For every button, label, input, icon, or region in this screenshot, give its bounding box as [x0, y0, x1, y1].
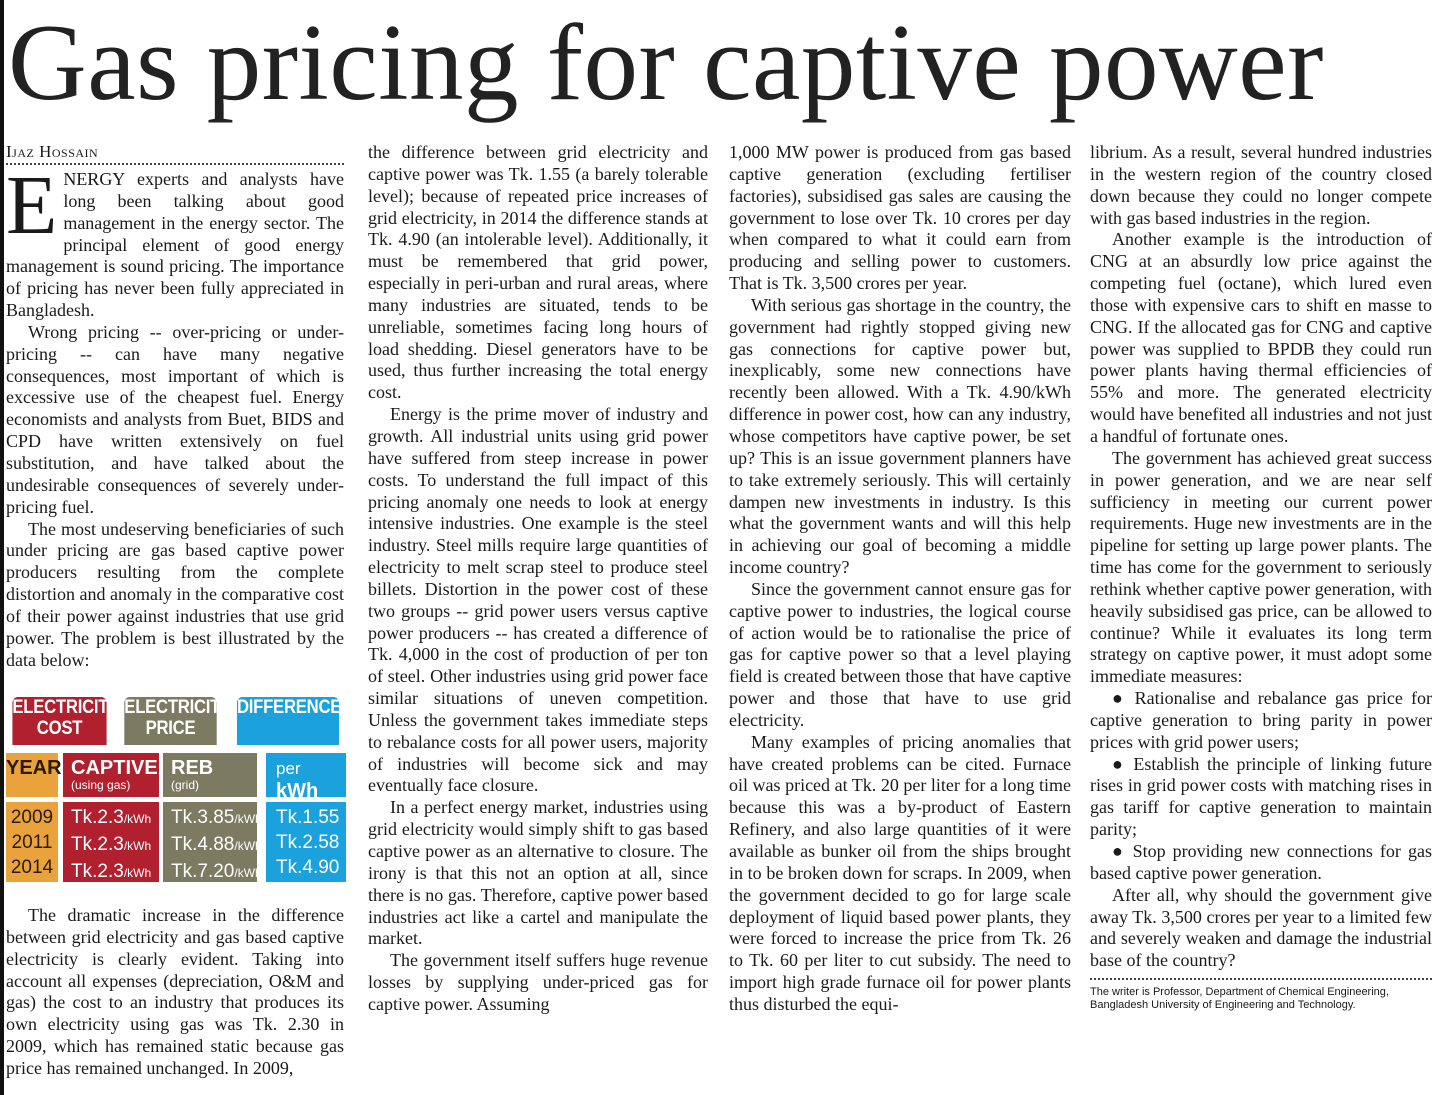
paragraph: After all, why should the government give away Tk. 3,500 crores per year to a limited few and severely weaken and damage the industrial base of the country?: [1090, 884, 1432, 971]
reb-title: REB: [171, 757, 214, 779]
per-kwh-label: [266, 753, 346, 802]
year-cell: 2014: [10, 857, 54, 878]
captive-cell: [71, 832, 159, 859]
difference-cell: Tk.1.55: [276, 807, 340, 828]
paragraph: The government has achieved great success in power generation, and we are near self sufficiency in meeting our current power requirements. Huge new investments are in the pipeline for setting up large power plants. The time has come for the government to seriously rethink whether captive power generation, with heavily subsidised gas price, can be allowed to continue? While it evaluates its long term strategy on captive power, it must adopt some immediate measures:: [1090, 447, 1432, 687]
paragraph: With serious gas shortage in the country, the government had rightly stopped giving new gas connections for captive power but, inexplicably, some new connections have recently been allowed. With a Tk. 4.90/kWh difference in power cost, how can any industry, whose competitors have captive power, be set up? This is an issue government planners have to take extremely seriously. This will certainly dampen new investments in industry. Is this what the government wants and will this help in achieving our goal of becoming a middle income country?: [729, 294, 1071, 578]
captive-value: Tk.2.3: [71, 807, 124, 828]
captive-cell: [71, 859, 159, 886]
reb-cell: [171, 805, 262, 832]
header-electricity-price: ELECTRICITY PRICE: [124, 697, 216, 745]
reb-value: Tk.4.88: [171, 834, 235, 855]
captive-title: CAPTIVE: [71, 757, 158, 779]
column-1: [6, 142, 344, 671]
kwh-text: kWh: [276, 780, 319, 802]
per-text: per: [276, 759, 301, 778]
unit: /kWh: [234, 866, 262, 880]
column-2: [368, 142, 708, 1016]
captive-cell: [71, 805, 159, 832]
reb-value: Tk.7.20: [171, 861, 235, 882]
difference-column: [266, 802, 346, 882]
paragraph: Another example is the introduction of CNG at an absurdly low price against the competing fuel (octane), which lured even those with expensive cars to shift en masse to CNG. If the allocated gas for CNG and captive power was supplied to BPDB they could run power plants having thermal efficiencies of 55% and more. The generated electricity would have benefited all industries and not just a handful of fortunate ones.: [1090, 229, 1432, 446]
captive-column: [63, 802, 159, 882]
paragraph-intro: [6, 159, 344, 322]
bullet-item: ● Stop providing new connections for gas based captive power generation.: [1090, 841, 1432, 883]
reb-column: [163, 802, 262, 882]
header-electricity-cost: ELECTRICITY COST: [12, 697, 106, 745]
year-cell: 2011: [11, 832, 53, 853]
reb-cell: [171, 859, 262, 886]
bullet-item: ● Rationalise and rebalance gas price for captive generation to bring parity in power prices with grid power users;: [1090, 688, 1432, 752]
price-comparison-table: [6, 697, 346, 881]
paragraph: librium. As a result, several hundred industries in the western region of the country closed down because they could no longer compete with gas based industries in the region.: [1090, 142, 1432, 228]
author-footnote: The writer is Professor, Department of Chemical Engineering, Bangladesh University of Engineering and Technology.: [1090, 978, 1432, 1012]
column-3: [729, 142, 1071, 1016]
reb-subtitle: (grid): [171, 778, 200, 792]
column-1-continued: [6, 905, 344, 1080]
paragraph: Wrong pricing -- over-pricing or under-pricing -- can have many negative consequences, most important of which is excessive use of the cheapest fuel. Energy economists and analysts from Buet, BIDS and CPD have written extensively on fuel substitution, and have talked about the undesirable consequences of severely under-pricing fuel.: [6, 321, 344, 517]
paragraph: The dramatic increase in the difference between grid electricity and gas based captive electricity is clearly evident. Taking into account all expenses (depreciation, O&M and gas) the cost to an industry that produces its own electricity using gas was Tk. 2.30 in 2009, which has remained static because gas price has remained unchanged. In 2009,: [6, 905, 344, 1078]
header-difference: DIFFERENCE: [237, 697, 339, 745]
bullet-item: ● Establish the principle of linking future rises in grid power costs with matching rises in gas tariff for captive generation to maintain parity;: [1090, 753, 1432, 840]
intro-text: NERGY experts and analysts have long been talking about good management in the energy sector. The principal element of good energy management is sound pricing. The importance of pricing has never been fully appreciated in Bangladesh.: [6, 169, 344, 321]
drop-cap: E: [6, 159, 58, 252]
captive-value: Tk.2.3: [71, 861, 124, 882]
paragraph: The most undeserving beneficiaries of such under pricing are gas based captive power producers resulting from the complete distortion and anomaly in the comparative cost of their power against industries that use grid power. The problem is best illustrated by the data below:: [6, 518, 344, 670]
paragraph: The government itself suffers huge revenue losses by supplying under-priced gas for captive power. Assuming: [368, 950, 708, 1014]
reb-label: [163, 753, 257, 797]
paragraph: Since the government cannot ensure gas for captive power to industries, the logical course of action would be to rationalise the price of gas for captive power so that a level playing field is created between those that have captive power and those that have to use grid electricity.: [729, 578, 1071, 730]
paragraph: 1,000 MW power is produced from gas based captive generation (excluding fertiliser factories), subsidised gas sales are causing the government to lose over Tk. 10 crores per day when compared to what it could earn from producing and selling power to customers. That is Tk. 3,500 crores per year.: [729, 142, 1071, 294]
year-label: YEAR: [6, 753, 58, 797]
captive-subtitle: (using gas): [71, 778, 131, 792]
reb-cell: [171, 832, 262, 859]
reb-value: Tk.3.85: [171, 807, 235, 828]
paragraph: In a perfect energy market, industries using grid electricity would simply shift to gas based captive power as an alternative to closure. The irony is that this not an option at all, since there is no gas. Therefore, captive power based industries act like a cartel and manipulate the market.: [368, 797, 708, 949]
headline: Gas pricing for captive power: [8, 2, 1324, 123]
unit: /kWh: [123, 812, 152, 826]
unit: /kWh: [234, 812, 262, 826]
left-edge-bar: [0, 0, 4, 1095]
paragraph: Many examples of pricing anomalies that have created problems can be cited. Furnace oil was priced at Tk. 20 per liter for a long time because this was a by-product of Eastern Refinery, and also large quantities of it were available as bunker oil from the ships brought in to be broken down for scraps. In 2009, when the government decided to go for large scale deployment of liquid based power plants, they were forced to increase the price from Tk. 26 to Tk. 60 per liter to cut subsidy. The need to import high grade furnace oil for power plants thus disturbed the equi-: [729, 731, 1071, 1014]
difference-cell: Tk.2.58: [276, 832, 340, 853]
paragraph: the difference between grid electricity and captive power was Tk. 1.55 (a barely tolerable level); because of repeated price increases of grid electricity, in 2014 the difference stands at Tk. 4.90 (an intolerable level). Additionally, it must be remembered that grid power, especially in peri-urban and rural areas, where many industries are situated, tends to be unreliable, sometimes facing long hours of load shedding. Diesel generators have to be used, thus further increasing the total energy cost.: [368, 142, 708, 403]
difference-cell: Tk.4.90: [276, 857, 340, 878]
captive-label: [63, 753, 159, 797]
year-column: [6, 802, 58, 882]
column-4: [1090, 142, 1432, 1012]
paragraph: Energy is the prime mover of industry and growth. All industrial units using grid power have suffered from steep increase in power costs. To understand the full impact of this pricing anomaly one needs to look at energy intensive industries. One example is the steel industry. Steel mills require large quantities of electricity to melt scrap steel to produce steel billets. Distortion in the power cost of these two groups -- grid power users versus captive power producers -- has created a difference of Tk. 4,000 in the cost of production of per ton of steel. Other industries using grid power face similar situations of uneven competition. Unless the government takes immediate steps to rebalance costs for all power users, majority of industries will become sick and may eventually face closure.: [368, 404, 708, 796]
unit: /kWh: [123, 839, 152, 853]
unit: /kWh: [123, 866, 152, 880]
byline: Ijaz Hossain: [6, 142, 344, 165]
captive-value: Tk.2.3: [71, 834, 124, 855]
unit: /kWh: [234, 839, 262, 853]
year-cell: 2009: [10, 807, 54, 828]
